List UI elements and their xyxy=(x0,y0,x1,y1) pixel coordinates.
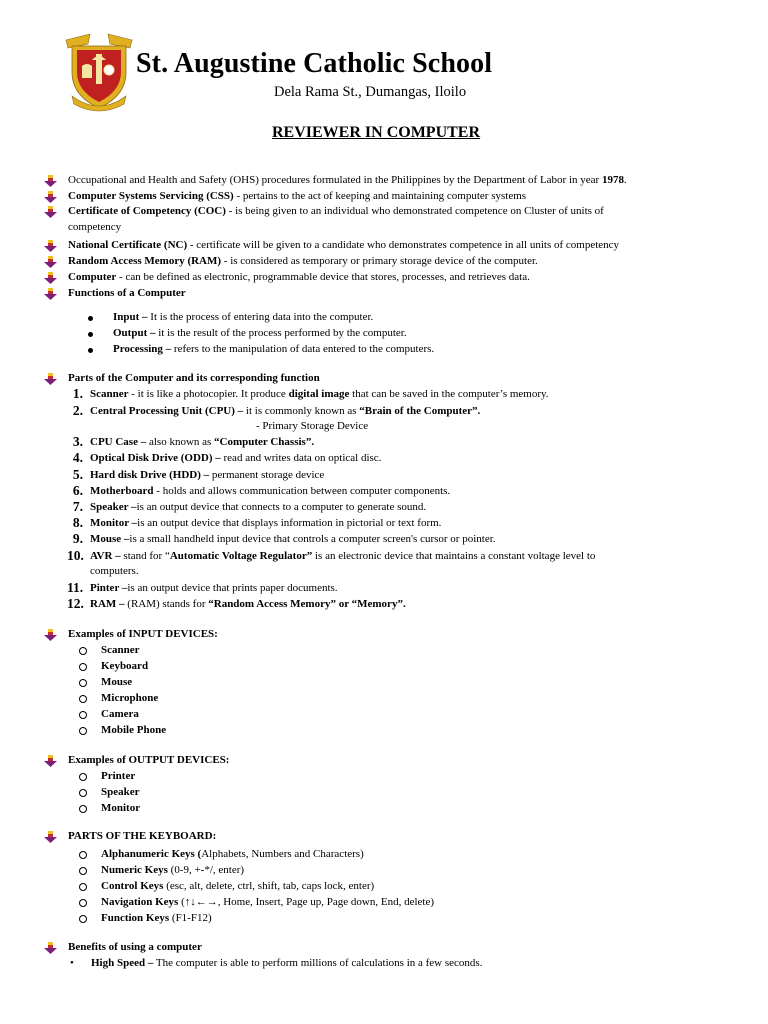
list-term: Monitor xyxy=(101,802,141,814)
list-term: Mobile Phone xyxy=(101,724,167,736)
arrow-bullet-icon xyxy=(44,206,58,218)
part-number: 6. xyxy=(72,483,83,498)
function-text: refers to the manipulation of data entered to the computers. xyxy=(171,343,435,355)
item-term: Computer xyxy=(68,271,117,283)
arrow-bullet-icon xyxy=(44,942,58,954)
list-text: (F1-F12) xyxy=(169,912,212,924)
part-text: - holds and allows communication between computer components. xyxy=(153,485,451,497)
input-devices-heading: Examples of INPUT DEVICES: xyxy=(68,628,218,640)
intro-item xyxy=(68,287,186,300)
function-item xyxy=(113,327,407,340)
part-emphasis: “Computer Chassis”. xyxy=(214,436,315,448)
part-text-end: that can be saved in the computer’s memory. xyxy=(349,388,549,400)
part-number: 5. xyxy=(72,467,83,482)
circle-bullet xyxy=(79,711,87,719)
list-item xyxy=(101,802,140,815)
circle-bullet xyxy=(79,851,87,859)
benefit-item xyxy=(91,957,482,970)
list-item xyxy=(101,864,244,877)
bullet-dot xyxy=(88,316,93,321)
item-term: Functions of a Computer xyxy=(68,287,186,299)
part-term: Motherboard xyxy=(90,485,154,497)
circle-bullet xyxy=(79,647,87,655)
part-number: 11. xyxy=(67,580,84,595)
part-text: also known as xyxy=(146,436,215,448)
list-term: Control Keys xyxy=(101,880,164,892)
intro-item xyxy=(68,239,619,252)
circle-bullet xyxy=(79,883,87,891)
part-emphasis: “Brain of the Computer”. xyxy=(359,405,481,417)
item-continuation: competency xyxy=(68,221,122,233)
list-term: Printer xyxy=(101,770,136,782)
item-text: Occupational and Health and Safety (OHS) procedures formulated in the Philippines by the Department of Labor in year xyxy=(68,174,602,186)
list-item xyxy=(101,660,148,673)
part-text: is an output device that prints paper documents. xyxy=(127,582,338,594)
circle-bullet xyxy=(79,695,87,703)
list-term: Keyboard xyxy=(101,660,149,672)
list-item xyxy=(101,880,374,893)
item-text: - can be defined as electronic, programmable device that stores, processes, and retrieves data. xyxy=(116,271,530,283)
part-term: AVR – xyxy=(90,550,121,562)
part-text: - it is like a photocopier. It produce xyxy=(128,388,289,400)
part-item xyxy=(90,405,480,418)
part-term: Mouse – xyxy=(90,533,130,545)
item-term: National Certificate (NC) xyxy=(68,239,188,251)
list-term: Microphone xyxy=(101,692,159,704)
list-item xyxy=(101,896,434,909)
list-text: (esc, alt, delete, ctrl, shift, tab, caps lock, enter) xyxy=(163,880,375,892)
part-term: Hard disk Drive (HDD) – xyxy=(90,469,210,481)
list-item xyxy=(101,770,135,783)
list-term: Alphanumeric Keys ( xyxy=(101,848,202,860)
part-item xyxy=(90,533,496,546)
list-text: (0-9, +-*/, enter) xyxy=(167,864,245,876)
arrow-bullet-icon xyxy=(44,240,58,252)
part-term: Monitor – xyxy=(90,517,138,529)
part-item xyxy=(90,501,426,514)
list-item xyxy=(101,676,132,689)
part-number: 3. xyxy=(72,434,83,449)
parts-heading: Parts of the Computer and its corresponding function xyxy=(68,372,320,384)
intro-item xyxy=(68,271,530,284)
list-item xyxy=(101,644,140,657)
part-term: Scanner xyxy=(90,388,129,400)
part-number: 10. xyxy=(67,548,84,563)
item-text: - certificate will be given to a candidate who demonstrates competence in all units of competency xyxy=(187,239,620,251)
part-subnote xyxy=(256,420,368,433)
part-term: RAM – xyxy=(90,598,125,610)
circle-bullet xyxy=(79,663,87,671)
list-term: Speaker xyxy=(101,786,140,798)
arrow-bullet-icon xyxy=(44,288,58,300)
part-emphasis: digital image xyxy=(288,388,350,400)
arrow-bullet-icon xyxy=(44,175,58,187)
list-term: Scanner xyxy=(101,644,140,656)
circle-bullet xyxy=(79,727,87,735)
part-text: (RAM) stands for xyxy=(124,598,209,610)
part-number: 4. xyxy=(72,450,83,465)
part-text: is an output device that displays information in pictorial or text form. xyxy=(137,517,442,529)
part-text: is a small handheld input device that controls a computer screen's cursor or pointer. xyxy=(129,533,496,545)
bullet-dot xyxy=(88,332,93,337)
circle-bullet xyxy=(79,899,87,907)
part-number: 8. xyxy=(72,515,83,530)
arrow-bullet-icon xyxy=(44,755,58,767)
intro-item xyxy=(68,174,627,187)
function-term: Input – xyxy=(113,311,148,323)
item-text: - is being given to an individual who demonstrated competence on Cluster of units of xyxy=(225,205,604,217)
part-subnote-text: - Primary Storage Device xyxy=(256,420,369,432)
part-number: 12. xyxy=(67,596,84,611)
part-text: stand for “ xyxy=(120,550,170,562)
part-item xyxy=(90,582,338,595)
school-name: St. Augustine Catholic School xyxy=(136,48,493,79)
list-term: Navigation Keys xyxy=(101,896,179,908)
part-emphasis: “Random Access Memory” or “Memory”. xyxy=(208,598,406,610)
benefit-bullet: • xyxy=(70,957,74,969)
function-term: Processing – xyxy=(113,343,172,355)
bullet-dot xyxy=(88,348,93,353)
benefit-term: High Speed – xyxy=(91,957,154,969)
part-text: read and writes data on optical disc. xyxy=(220,452,382,464)
list-text: (↑↓←→, Home, Insert, Page up, Page down, End, delete) xyxy=(178,896,435,908)
arrow-bullet-icon xyxy=(44,629,58,641)
benefit-text: The computer is able to perform millions of calculations in a few seconds. xyxy=(153,957,483,969)
item-text: - pertains to the act of keeping and maintaining computer systems xyxy=(233,190,527,202)
part-number: 1. xyxy=(72,386,83,401)
intro-item xyxy=(68,190,526,203)
list-term: Mouse xyxy=(101,676,133,688)
circle-bullet xyxy=(79,773,87,781)
item-text: - is considered as temporary or primary storage device of the computer. xyxy=(221,255,538,267)
part-item xyxy=(90,469,324,482)
school-address: Dela Rama St., Dumangas, Iloilo xyxy=(274,84,467,100)
circle-bullet xyxy=(79,805,87,813)
arrow-bullet-icon xyxy=(44,831,58,843)
circle-bullet xyxy=(79,679,87,687)
list-item xyxy=(101,912,212,925)
part-number: 2. xyxy=(72,403,83,418)
function-item xyxy=(113,343,434,356)
keyboard-parts-heading: PARTS OF THE KEYBOARD: xyxy=(68,830,217,842)
page-title: REVIEWER IN COMPUTER xyxy=(272,124,481,141)
part-continuation-text: computers. xyxy=(90,565,139,577)
list-term: Function Keys xyxy=(101,912,170,924)
part-item xyxy=(90,436,314,449)
arrow-bullet-icon xyxy=(44,373,58,385)
part-text: it is commonly known as xyxy=(243,405,360,417)
part-item xyxy=(90,485,450,498)
benefits-heading: Benefits of using a computer xyxy=(68,941,202,953)
list-item xyxy=(101,786,140,799)
part-continuation xyxy=(90,565,139,578)
arrow-bullet-icon xyxy=(44,272,58,284)
part-text: is an output device that connects to a computer to generate sound. xyxy=(136,501,427,513)
part-text: permanent storage device xyxy=(209,469,325,481)
school-logo xyxy=(62,26,136,112)
item-term: Computer Systems Servicing (CSS) xyxy=(68,190,234,202)
intro-item xyxy=(68,255,538,268)
arrow-bullet-icon xyxy=(44,256,58,268)
part-item xyxy=(90,388,549,401)
circle-bullet xyxy=(79,867,87,875)
part-item xyxy=(90,550,595,563)
part-term: Central Processing Unit (CPU) – xyxy=(90,405,244,417)
function-text: it is the result of the process performed by the computer. xyxy=(155,327,407,339)
function-item xyxy=(113,311,373,324)
function-term: Output – xyxy=(113,327,156,339)
part-item xyxy=(90,517,441,530)
part-term: Speaker – xyxy=(90,501,137,513)
intro-item xyxy=(68,205,604,218)
part-number: 9. xyxy=(72,531,83,546)
item-term: Random Access Memory (RAM) xyxy=(68,255,222,267)
item-term: Certificate of Competency (COC) xyxy=(68,205,226,217)
list-text: Alphabets, Numbers and Characters) xyxy=(201,848,364,860)
list-term: Camera xyxy=(101,708,139,720)
list-item xyxy=(101,848,364,861)
item-end: . xyxy=(623,174,627,186)
part-emphasis: Automatic Voltage Regulator” xyxy=(169,550,313,562)
part-term: Optical Disk Drive (ODD) – xyxy=(90,452,221,464)
list-item xyxy=(101,692,158,705)
item-year: 1978 xyxy=(601,174,624,186)
function-text: It is the process of entering data into the computer. xyxy=(147,311,374,323)
circle-bullet xyxy=(79,915,87,923)
list-term: Numeric Keys xyxy=(101,864,168,876)
intro-item-continuation xyxy=(68,221,121,234)
part-item xyxy=(90,598,406,611)
part-term: CPU Case – xyxy=(90,436,147,448)
arrow-bullet-icon xyxy=(44,191,58,203)
list-item xyxy=(101,724,166,737)
part-text-end: is an electronic device that maintains a constant voltage level to xyxy=(312,550,596,562)
part-item xyxy=(90,452,381,465)
output-devices-heading: Examples of OUTPUT DEVICES: xyxy=(68,754,230,766)
circle-bullet xyxy=(79,789,87,797)
part-number: 7. xyxy=(72,499,83,514)
list-item xyxy=(101,708,139,721)
part-term: Pinter – xyxy=(90,582,128,594)
